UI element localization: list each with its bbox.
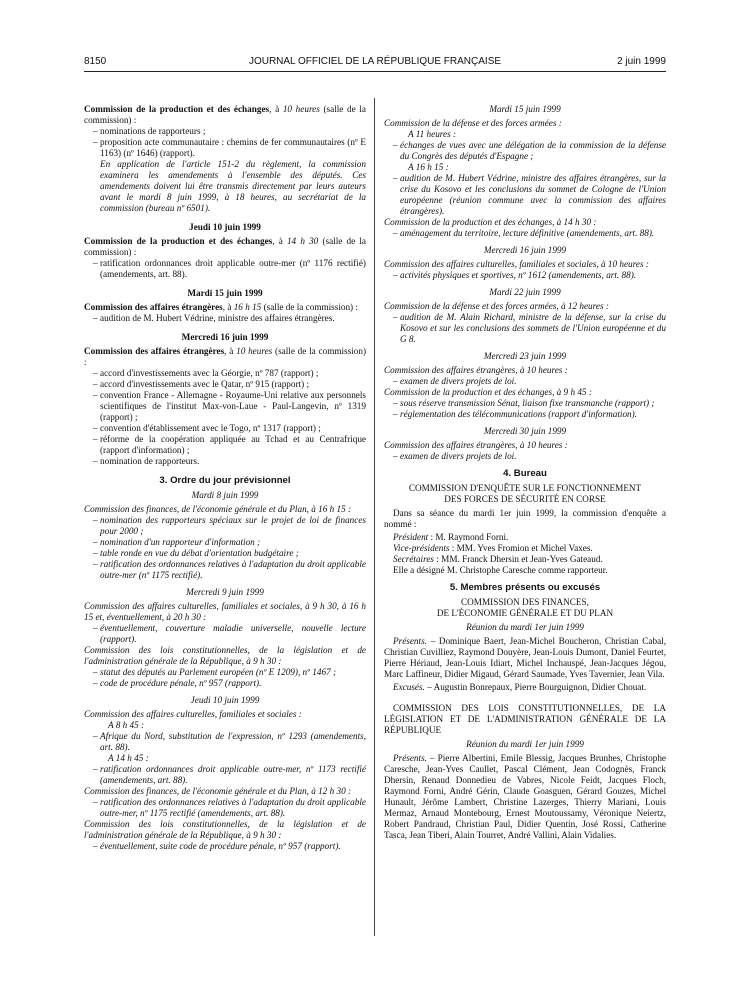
list-item: – table ronde en vue du débat d'orientation budgétaire ;	[93, 548, 366, 559]
list-item: – aménagement du territoire, lecture définitive (amendements, art. 88).	[393, 228, 666, 239]
commission-title: DE L'ÉCONOMIE GÉNÉRALE ET DU PLAN	[436, 608, 614, 618]
list-item: – nomination des rapporteurs spéciaux sur le projet de loi de finances pour 2000 ;	[93, 515, 366, 537]
left-column	[84, 104, 366, 860]
commission-title: DES FORCES DE SÉCURITÉ EN CORSE	[444, 494, 606, 504]
day-heading: Mercredi 23 juin 1999	[483, 351, 567, 361]
commission-title: COMMISSION D'ENQUÊTE SUR LE FONCTIONNEMENT	[408, 483, 642, 493]
section-heading: 3. Ordre du jour prévisionnel	[159, 475, 291, 486]
list-item: – sous réserve transmission Sénat, liaison fixe transmanche (rapport) ;	[393, 398, 666, 409]
list-item: – statut des députés au Parlement européen (nº E 1209), nº 1467 ;	[93, 667, 366, 678]
commission-line: Commission des affaires étrangères, à 10 heures :	[384, 365, 568, 375]
ordre-du-jour-previsionnel	[84, 475, 366, 852]
list-item: – nomination d'un rapporteur d'information ;	[93, 537, 366, 548]
list-item: – ratification ordonnances droit applicable outre-mer (nº 1176 rectifié) (amendements, art. 88).	[93, 258, 366, 280]
presence-label: Présents.	[393, 753, 427, 763]
day-heading: Mardi 8 juin 1999	[191, 490, 259, 500]
agenda-jeudi-10: Jeudi 10 juin 1999 Commission de la production et des échanges, à 14 h 30 (salle de la commission) : – ratification ordonnances droit applicable outre-mer (nº 1176 rectifié) (amendements, art. 88).	[84, 222, 366, 280]
list-item: – accord d'investissements avec le Qatar, nº 915 (rapport) ;	[93, 379, 366, 390]
agenda-items	[84, 126, 366, 159]
commission-line: Commission de la production et des échanges, à 14 h 30 :	[384, 217, 597, 227]
members-list: – Pierre Albertini, Emile Blessig, Jacques Brunhes, Christophe Caresche, Jean-Yves Caullet, Pascal Clément, Jean Codognès, Franck Dhersin, Renaud Donnedieu de Vabres, Nicole Feidt, Jacques Floch, Raymond Forni, André Gérin, Claude Goasguen, Gérard Gouzes, Michel Hunault, Jérôme Lambert, Christine Lazerges, Thierry Mariani, Louis Mermaz, Arnaud Montebourg, Ernest Moutoussamy, Véronique Neiertz, Robert Pandraud, Christian Paul, Didier Quentin, José Rossi, Catherine Tasca, Jean Tiberi, Alain Tourret, André Vallini, Alain Vidalies.	[384, 753, 666, 840]
day-heading: Jeudi 10 juin 1999	[189, 222, 261, 232]
page-header	[84, 56, 666, 70]
right-column	[384, 104, 666, 849]
list-item: – nomination de rapporteurs.	[93, 456, 366, 467]
section-heading: 4. Bureau	[503, 468, 547, 479]
list-item: – examen de divers projets de loi.	[393, 376, 666, 387]
commission-line: Commission des finances, de l'économie générale et du Plan, à 12 h 30 :	[84, 786, 352, 796]
commission-name: Commission des affaires étrangères	[84, 346, 225, 356]
list-item: – audition de M. Hubert Védrine, ministre des affaires étrangères, sur la crise du Kosovo et les conclusions du sommet de Cologne de l'Union européenne (réunion commune avec la commission des affaires étrangères).	[393, 173, 666, 217]
agenda-mercredi-23-prev	[384, 351, 666, 420]
issue-date: 2 juin 1999	[617, 56, 666, 67]
list-item: – nominations de rapporteurs ;	[93, 126, 366, 137]
list-item: – audition de M. Alain Richard, ministre de la défense, sur la crise du Kosovo et sur les conclusions des sommets de l'Union européenne et du G 8.	[393, 312, 666, 345]
header-rule	[84, 71, 666, 72]
list-item: – activités physiques et sportives, nº 1612 (amendements, art. 88).	[393, 270, 666, 281]
day-heading: Mercredi 16 juin 1999	[483, 245, 567, 255]
commission-name: Commission de la production et des échanges	[84, 104, 270, 114]
list-item: – éventuellement, suite code de procédure pénale, nº 957 (rapport).	[93, 841, 366, 852]
day-heading: Mercredi 30 juin 1999	[483, 426, 567, 436]
day-heading: Mardi 15 juin 1999	[187, 288, 263, 298]
time-slot: A 11 heures :	[408, 129, 457, 139]
agenda-note: En application de l'article 151-2 du règlement, la commission examinera les amendements à l'ensemble des députés. Ces amendements doivent lui être transmis directement par leurs auteurs avant le mardi 8 juin 1999, à 18 heures, au secrétariat de la commission (bureau nº 6501).	[100, 159, 366, 213]
list-item: – proposition acte communautaire : chemins de fer communautaires (nº E 1163) (nº 1646) (rapport).	[93, 137, 366, 159]
time-slot: A 8 h 45 :	[108, 720, 145, 730]
list-item: – examen de divers projets de loi.	[393, 451, 666, 462]
members-list: – Dominique Baert, Jean-Michel Boucheron, Christian Cabal, Christian Cuvilliez, Raymond Douyère, Jean-Louis Dumont, Daniel Feurtet, Pierre Hériaud, Jean-Louis Idiart, Michel Inchauspé, Jean-Jacques Jégou, Marc Laffineur, Didier Migaud, Gérard Saumade, Yves Tavernier, Jean Vila.	[384, 636, 666, 679]
agenda-mercredi-16: Mercredi 16 juin 1999 Commission des affaires étrangères, à 10 heures (salle de la commission) : – accord d'investissements avec la Géorgie, nº 787 (rapport) ; – accord d'investissements avec le Qatar, nº 915 (rapport) ; – convention France - Allemagne - Royaume-Uni relative aux personnels scientifiques de l'institut Max-von-Laue - Paul-Langevin, nº 1319 (rapport) ; – convention d'établissement avec le Togo, nº 1317 (rapport) ; – réforme de la coopération appliquée au Tchad et au Centrafrique (rapport d'information) ; – nomination de rapporteurs.	[84, 332, 366, 467]
day-heading: Mercredi 9 juin 1999	[186, 587, 264, 597]
list-item: – convention d'établissement avec le Togo, nº 1317 (rapport) ;	[93, 423, 366, 434]
reunion-date: Réunion du mardi 1er juin 1999	[466, 622, 584, 632]
list-item: – audition de M. Hubert Védrine, ministre des affaires étrangères.	[93, 313, 366, 324]
agenda-mercredi-30-prev	[384, 426, 666, 462]
list-item: – Afrique du Nord, substitution de l'expression, nº 1293 (amendements, art. 88).	[93, 731, 366, 753]
members-list: – Augustin Bonrepaux, Pierre Bourguignon, Didier Chouat.	[424, 682, 647, 692]
presence-label: Excusés.	[393, 682, 425, 692]
commission-line: Commission des affaires étrangères, à 10 heures :	[384, 440, 568, 450]
presence-label: Présents.	[393, 636, 427, 646]
list-item: – réglementation des télécommunications (rapport d'information).	[393, 409, 666, 420]
rapporteur-line: Elle a désigné M. Christophe Caresche comme rapporteur.	[393, 565, 608, 575]
commission-line: Commission de la défense et des forces armées :	[384, 118, 562, 128]
list-item: – ratification des ordonnances relatives à l'adaptation du droit applicable outre-mer, nº 1175 rectifié (amendements, art. 88).	[93, 797, 366, 819]
page-number: 8150	[84, 56, 107, 67]
commission-line: Commission des finances, de l'économie générale et du Plan, à 16 h 15 :	[84, 504, 352, 514]
column-divider	[374, 98, 375, 936]
day-heading: Mardi 15 juin 1999	[489, 104, 561, 114]
time-slot: A 16 h 15 :	[408, 162, 449, 172]
agenda-production-1: Commission de la production et des échanges, à 10 heures (salle de la commission) : – nominations de rapporteurs ; – proposition acte communautaire : chemins de fer communautaires (nº E 1163) (nº 1646) (rapport). En application de l'article 151-2 du règlement, la commission examinera les amendements à l'ensemble des députés. Ces amendements doivent lui être transmis directement par leurs auteurs avant le mardi 8 juin 1999, à 18 heures, au secrétariat de la commission (bureau nº 6501).	[84, 104, 366, 214]
day-heading: Mercredi 16 juin 1999	[181, 332, 269, 342]
role-label: Vice-présidents	[393, 543, 450, 553]
role-label: Secrétaires	[393, 554, 434, 564]
commission-line: Commission des affaires culturelles, familiales et sociales :	[84, 709, 302, 719]
list-item: – code de procédure pénale, nº 957 (rapport).	[93, 678, 366, 689]
journal-title: JOURNAL OFFICIEL DE LA RÉPUBLIQUE FRANÇAISE	[248, 56, 502, 67]
reunion-date: Réunion du mardi 1er juin 1999	[466, 739, 584, 749]
agenda-mercredi-16-prev	[384, 245, 666, 281]
bureau-intro: Dans sa séance du mardi 1er juin 1999, la commission d'enquête a nommé :	[384, 508, 666, 529]
commission-line: Commission des lois constitutionnelles, de la législation et de l'administration générale de la République, à 9 h 30 :	[84, 819, 366, 840]
commission-line: Commission des affaires culturelles, familiales et sociales, à 10 heures :	[384, 259, 649, 269]
agenda-mardi-15: Mardi 15 juin 1999 Commission des affaires étrangères, à 16 h 15 (salle de la commission) : – audition de M. Hubert Védrine, ministre des affaires étrangères.	[84, 288, 366, 324]
membres-section	[384, 582, 666, 841]
bureau-section: 4. Bureau COMMISSION D'ENQUÊTE SUR LE FONCTIONNEMENT DES FORCES DE SÉCURITÉ EN CORSE Dans sa séance du mardi 1er juin 1999, la commission d'enquête a nommé : Président : M. Raymond Forni. Vice-présidents : MM. Yves Fromion et Michel Vaxes. Secrétaires : MM. Franck Dhersin et Jean-Yves Gateaud. Elle a désigné M. Christophe Caresche comme rapporteur.	[384, 468, 666, 575]
commission-line: Commission des affaires culturelles, familiales et sociales, à 9 h 30, à 16 h 15 et, éventuellement, à 20 h 30 :	[84, 601, 366, 622]
commission-name: Commission de la production et des échanges	[84, 236, 273, 246]
commission-line: Commission des lois constitutionnelles, de la législation et de l'administration générale de la République, à 9 h 30 :	[84, 645, 366, 666]
day-heading: Mardi 22 juin 1999	[489, 287, 561, 297]
role-label: Président	[393, 532, 429, 542]
list-item: – éventuellement, couverture maladie universelle, nouvelle lecture (rapport).	[93, 623, 366, 645]
agenda-mardi-22-prev	[384, 287, 666, 345]
commission-title: COMMISSION DES LOIS CONSTITUTIONNELLES, DE LA LÉGISLATION ET DE L'ADMINISTRATION GÉNÉRALE DE LA RÉPUBLIQUE	[384, 703, 666, 735]
list-item: – accord d'investissements avec la Géorgie, nº 787 (rapport) ;	[93, 368, 366, 379]
commission-line: Commission de la production et des échanges, à 9 h 45 :	[384, 387, 592, 397]
agenda-mardi-15-prev	[384, 104, 666, 239]
list-item: – réforme de la coopération appliquée au Tchad et au Centrafrique (rapport d'information) ;	[93, 434, 366, 456]
commission-line: Commission de la défense et des forces armées, à 12 heures :	[384, 301, 609, 311]
commission-name: Commission des affaires étrangères	[84, 302, 223, 312]
time-slot: A 14 h 45 :	[108, 753, 149, 763]
list-item: – échanges de vues avec une délégation de la commission de la défense du Congrès des députés d'Espagne ;	[393, 140, 666, 162]
section-heading: 5. Membres présents ou excusés	[449, 582, 601, 593]
day-heading: Jeudi 10 juin 1999	[190, 695, 260, 705]
list-item: – convention France - Allemagne - Royaume-Uni relative aux personnels scientifiques de l'institut Max-von-Laue - Paul-Langevin, nº 1319 (rapport) ;	[93, 390, 366, 423]
commission-title: COMMISSION DES FINANCES,	[461, 597, 589, 607]
list-item: – ratification ordonnances droit applicable outre-mer, nº 1173 rectifié (amendements, art. 88).	[93, 764, 366, 786]
list-item: – ratification des ordonnances relatives à l'adaptation du droit applicable outre-mer (nº 1175 rectifié).	[93, 559, 366, 581]
